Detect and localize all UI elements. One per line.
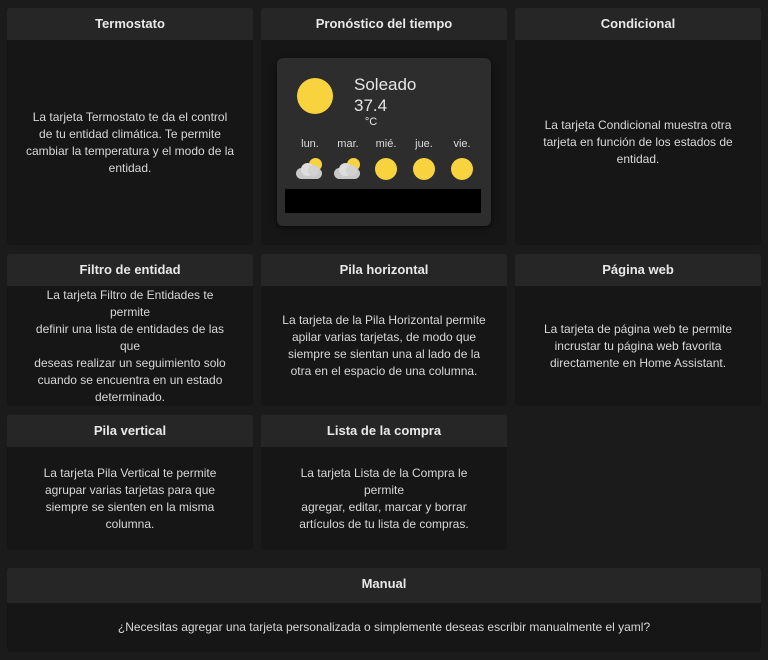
description-line: La tarjeta Pila Vertical te permite [43, 465, 217, 480]
description-line: de tu entidad climática. Te permite [39, 126, 221, 141]
card-description [7, 447, 253, 550]
card-title: Filtro de entidad [7, 254, 253, 286]
description-line: La tarjeta de página web te permite [543, 321, 733, 336]
card-title: Manual [7, 568, 761, 600]
sunny-icon [375, 158, 397, 180]
weather-condition: Soleado [354, 75, 417, 94]
temperature-unit: °C [364, 116, 378, 128]
description-line: directamente en Home Assistant. [549, 355, 727, 370]
description-line: definir una lista de entidades de las que [35, 321, 225, 353]
card-pagina-web[interactable] [515, 254, 761, 406]
card-title: Termostato [7, 8, 253, 40]
description-line: cuando se encuentra en un estado [37, 372, 223, 387]
description-line: otra en el espacio de una columna. [290, 364, 478, 378]
description-line: La tarjeta Filtro de Entidades te permite [46, 287, 214, 319]
description-line: determinado. [94, 389, 166, 404]
card-condicional[interactable] [515, 8, 761, 245]
card-description [7, 40, 253, 245]
description-line: entidad. [108, 160, 152, 175]
description-line: tarjeta en función de los estados de [543, 135, 733, 149]
forecast-days [291, 136, 481, 184]
description-line: columna. [105, 516, 155, 531]
forecast-day-label: jue. [415, 138, 433, 150]
description-line: apilar varias tarjetas, de modo que [291, 330, 477, 344]
forecast-day [329, 136, 367, 184]
card-title: Condicional [515, 8, 761, 40]
card-title: Pronóstico del tiempo [261, 8, 507, 40]
description-line: siempre se sienten en la misma [45, 499, 215, 514]
forecast-day-label: vie. [453, 138, 471, 150]
forecast-day [367, 136, 405, 184]
card-pila-horizontal[interactable] [261, 254, 507, 406]
description-line: La tarjeta Condicional muestra otra [544, 118, 732, 132]
description-line: entidad. [616, 152, 660, 166]
partly-cloudy-icon [296, 158, 324, 182]
description-line: La tarjeta Lista de la Compra le permite [300, 465, 468, 497]
description-line: ¿Necesitas agregar una tarjeta personalizada o simplemente deseas escribir manualmente el yaml? [117, 620, 651, 634]
forecast-day-label: mié. [375, 138, 397, 150]
card-title: Lista de la compra [261, 415, 507, 447]
card-title: Pila horizontal [261, 254, 507, 286]
description-line: agrupar varias tarjetas para que [44, 482, 216, 497]
card-description [7, 286, 253, 406]
forecast-day [443, 136, 481, 184]
weather-temperature [354, 97, 387, 131]
partly-cloudy-icon [334, 158, 362, 182]
description-line: agregar, editar, marcar y borrar [301, 499, 467, 514]
sunny-icon [413, 158, 435, 180]
description-line: La tarjeta de la Pila Horizontal permite [282, 313, 486, 327]
description-line: artículos de tu lista de compras. [299, 516, 469, 531]
card-manual[interactable] [7, 568, 761, 652]
card-description [7, 603, 761, 652]
forecast-day-label: mar. [337, 138, 359, 150]
card-description [261, 286, 507, 406]
card-description [515, 286, 761, 406]
redacted-block [285, 189, 481, 213]
weather-card-preview-area [261, 40, 507, 245]
card-filtro-de-entidad[interactable] [7, 254, 253, 406]
card-title: Página web [515, 254, 761, 286]
forecast-day [291, 136, 329, 184]
temperature-value: 37.4 [354, 96, 388, 115]
card-termostato[interactable] [7, 8, 253, 245]
card-lista-de-la-compra[interactable] [261, 415, 507, 550]
card-title: Pila vertical [7, 415, 253, 447]
description-line: La tarjeta Termostato te da el control [32, 109, 228, 124]
weather-preview [277, 58, 491, 226]
description-line: incrustar tu página web favorita [554, 338, 722, 353]
card-pronostico-del-tiempo[interactable] [261, 8, 507, 245]
card-pila-vertical[interactable] [7, 415, 253, 550]
sunny-icon [297, 78, 333, 114]
description-line: cambiar la temperatura y el modo de la [25, 143, 235, 158]
card-description [515, 40, 761, 245]
forecast-day-label: lun. [301, 138, 319, 150]
sunny-icon [451, 158, 473, 180]
card-description [261, 447, 507, 550]
description-line: siempre se sientan una al lado de la [287, 347, 481, 361]
forecast-day [405, 136, 443, 184]
description-line: deseas realizar un seguimiento solo [34, 355, 226, 370]
